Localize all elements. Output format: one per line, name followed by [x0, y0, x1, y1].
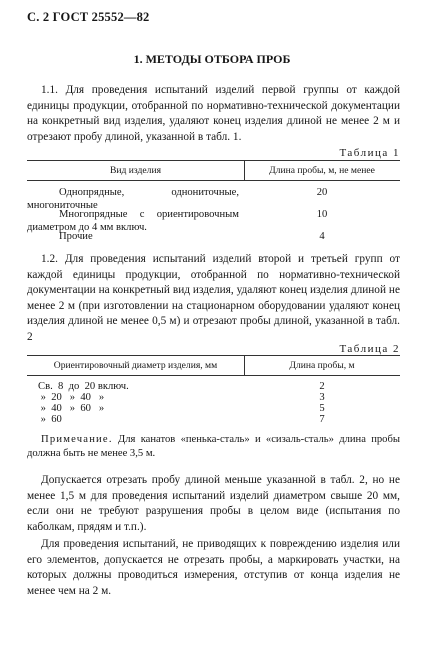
table2-row-2-length: 3	[319, 392, 325, 403]
table2-row-1-length: 2	[319, 381, 325, 392]
table2-row-4-diameter: » 60	[38, 414, 62, 425]
table2-row-4-length: 7	[319, 414, 325, 425]
table1-header-rule	[27, 180, 400, 181]
table2-header-rule	[27, 375, 400, 376]
table2-top-rule	[27, 355, 400, 356]
table2-caption: Таблица 2	[339, 343, 400, 355]
paragraph-1-2: 1.2. Для проведения испытаний изделий второй и третьей групп от каждой единицы продукции, отобранной по нормативно-технической документации на конкретный вид изделия, удаляют конец изделия длиной не менее 2 м (при изготовлении на стационарном оборудовании удаляют конец изделия длиной не менее 0,5 м) и отрезают пробы длиной, указанной в табл. 2	[27, 253, 400, 343]
page-header: С. 2 ГОСТ 25552—82	[27, 10, 150, 24]
table1-header-length: Длина пробы, м, не менее	[269, 165, 375, 176]
table1-caption: Таблица 1	[339, 147, 400, 159]
table2-row-3-length: 5	[319, 403, 325, 414]
table1-header-kind: Вид изделия	[109, 165, 162, 176]
table1-row-3-length: 4	[319, 231, 325, 242]
table2-row-3-diameter: » 40 » 60 »	[38, 403, 105, 414]
table1-top-rule	[27, 160, 400, 161]
note-label: Примечание.	[41, 434, 113, 445]
table1-row-2-length: 10	[316, 209, 328, 220]
table2-header-diameter: Ориентировочный диаметр изделия, мм	[53, 360, 218, 371]
paragraph-extra-1: Допускается отрезать пробу длиной меньше указанной в табл. 2, но не менее 1,5 м для проведения испытаний изделий диаметром свыше 20 мм, если они не требуют разрушения пробы в целом виде (испытания по каболкам, прядям и т.п.).	[27, 474, 400, 533]
table2-header-length: Длина пробы, м	[289, 360, 355, 371]
table1-row-3-kind: Прочие	[59, 231, 93, 242]
table1-row-2-kind: Многопрядные с ориентировочным диаметром до 4 мм включ.	[27, 209, 239, 233]
table2-note	[27, 433, 400, 461]
table2-row-2-diameter: » 20 » 40 »	[38, 392, 105, 403]
paragraph-1-1: 1.1. Для проведения испытаний изделий первой группы от каждой единицы продукции, отобранной по нормативно-технической документации на конкретный вид изделия, удаляют конец изделия длиной не менее 2 м и отрезают пробу длиной, указанной в табл. 1.	[27, 84, 400, 143]
section-title: 1. МЕТОДЫ ОТБОРА ПРОБ	[133, 52, 291, 66]
table1-row-1-length: 20	[316, 187, 328, 198]
paragraph-extra-2: Для проведения испытаний, не приводящих к повреждению изделия или его элементов, допускается не отрезать пробы, а маркировать участки, на которых должны проводиться измерения, отступив от конца изделия не менее чем на 2 м.	[27, 538, 400, 597]
table2-row-1-diameter: Св. 8 до 20 включ.	[38, 381, 129, 392]
note-text: Для канатов «пенька-сталь» и «сизаль-сталь» длина пробы должна быть не менее 3,5 м.	[27, 434, 400, 459]
table1-row-1-kind: Однопрядные, однониточные, многониточные	[27, 187, 239, 211]
